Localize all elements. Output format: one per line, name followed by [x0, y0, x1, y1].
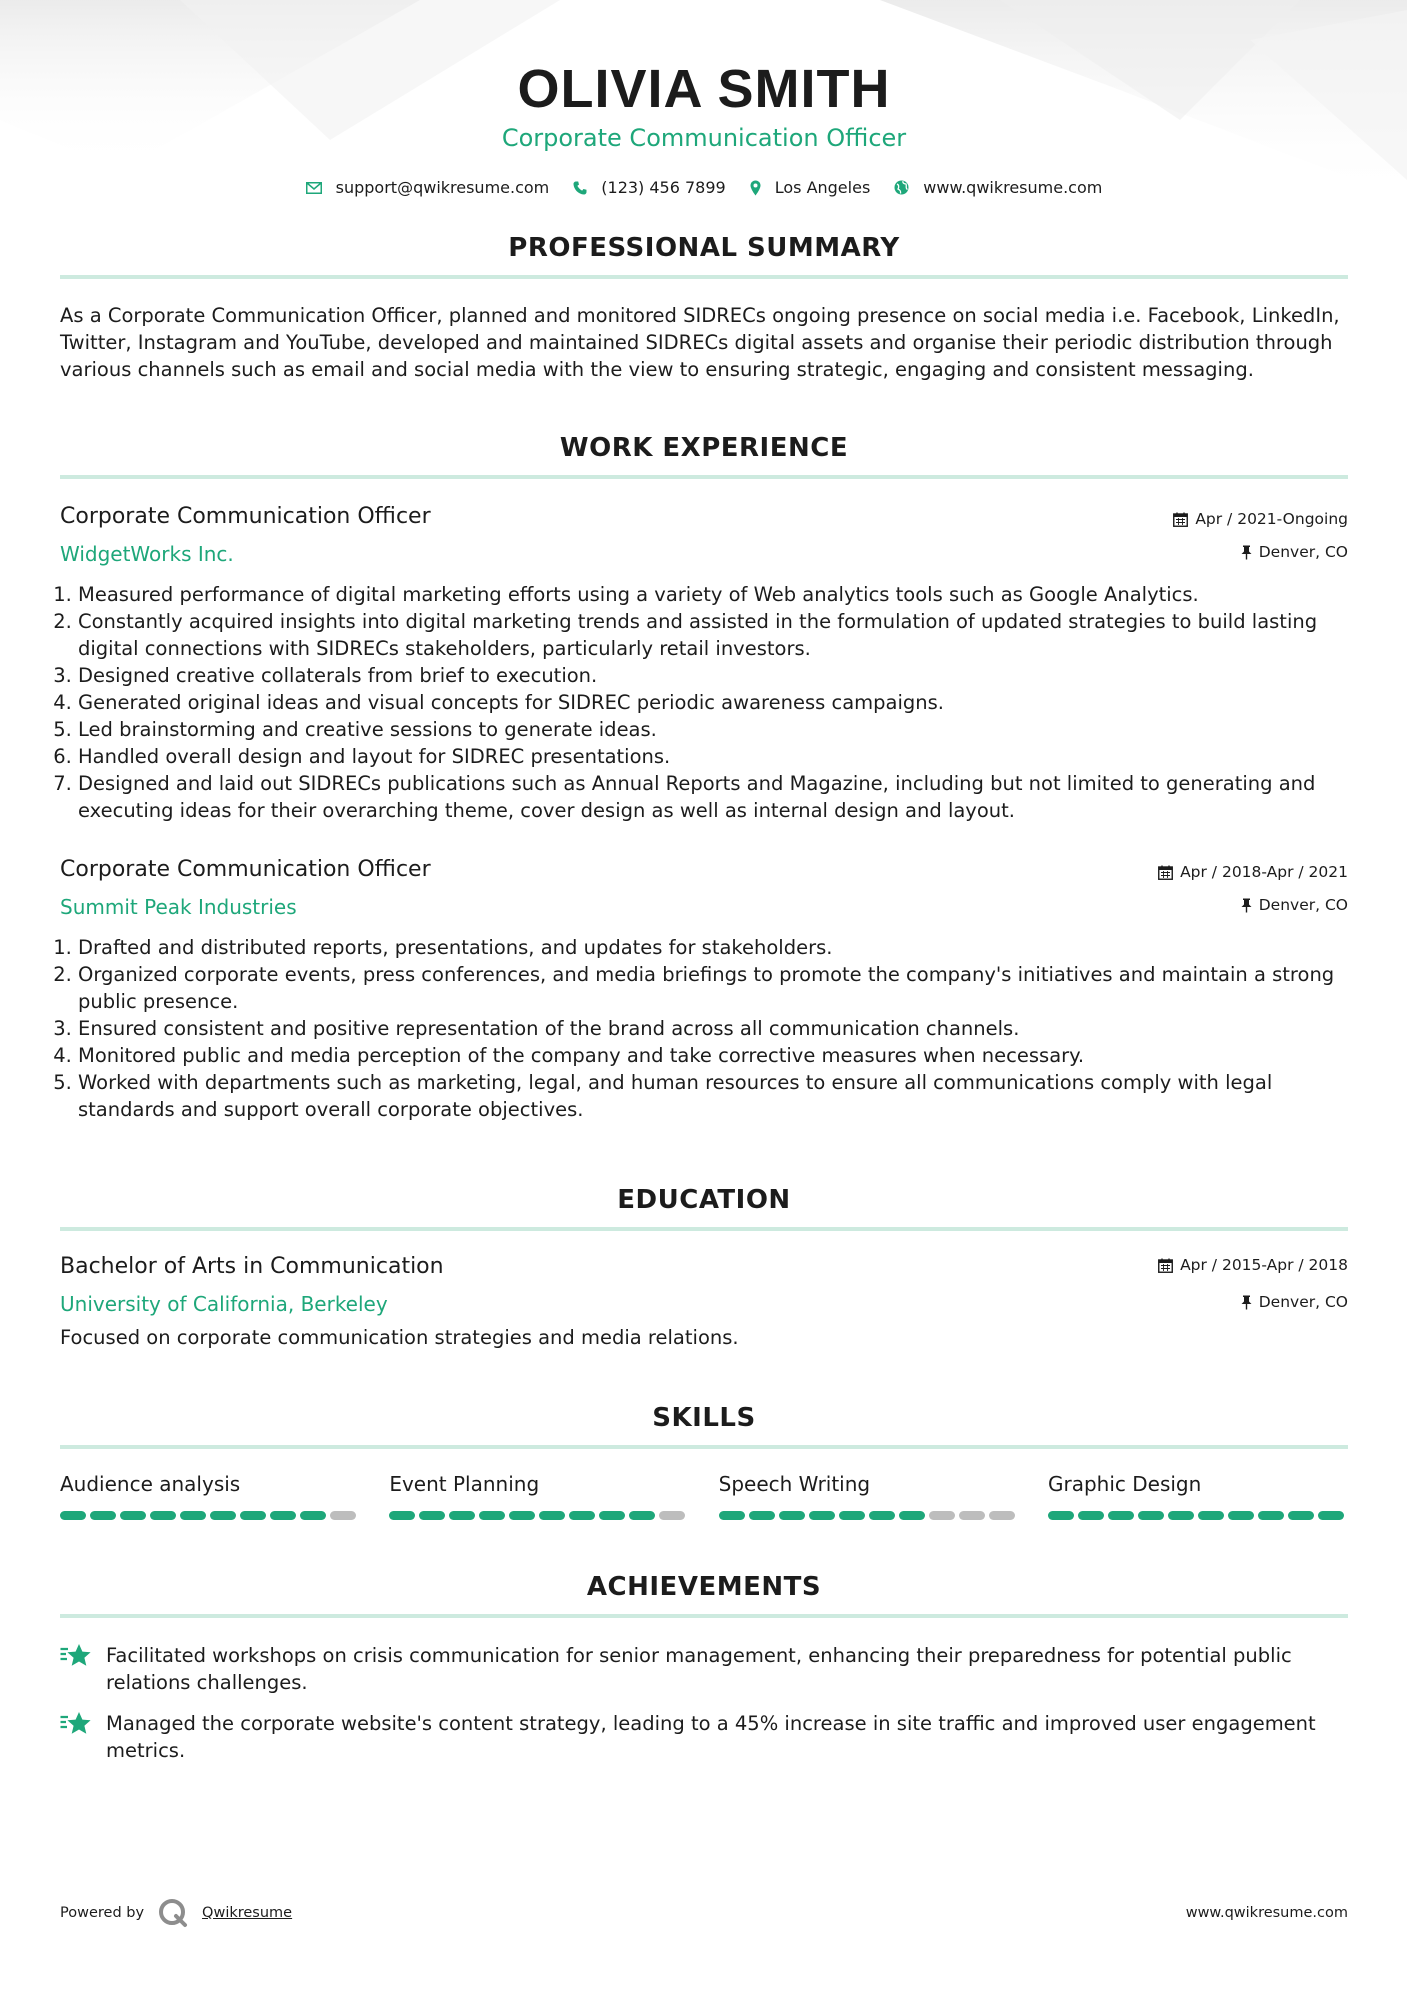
- skill-segment-filled: [749, 1511, 775, 1520]
- candidate-name: OLIVIA SMITH: [517, 59, 891, 119]
- skill-segment-filled: [629, 1511, 655, 1520]
- skill-segment-filled: [60, 1511, 86, 1520]
- pushpin-icon: [1241, 898, 1252, 913]
- skill-segment-filled: [90, 1511, 116, 1520]
- job-entry: [60, 856, 1348, 1123]
- calendar-icon: [1173, 512, 1188, 527]
- job-company: WidgetWorks Inc.: [60, 542, 234, 566]
- contact-phone[interactable]: [573, 178, 725, 197]
- skill-segment-filled: [240, 1511, 266, 1520]
- globe-icon: [894, 180, 909, 195]
- skill-name: Graphic Design: [1047, 1472, 1202, 1496]
- skill-segment-filled: [1138, 1511, 1164, 1520]
- job-dates: Apr / 2021-Ongoing: [1173, 509, 1348, 529]
- skill-segment-filled: [419, 1511, 445, 1520]
- skill-name: Speech Writing: [718, 1472, 871, 1496]
- map-pin-icon: [750, 180, 761, 196]
- section-divider: [60, 275, 1348, 279]
- list-item: 4. Generated original ideas and visual concepts for SIDREC periodic awareness campaigns.: [78, 689, 1348, 716]
- job-dates: Apr / 2018-Apr / 2021: [1158, 862, 1348, 882]
- phone-text: (123) 456 7899: [601, 178, 726, 197]
- skill-segment-filled: [719, 1511, 745, 1520]
- skill-segment-filled: [509, 1511, 535, 1520]
- skill-item: [719, 1471, 1019, 1520]
- skill-segment-filled: [839, 1511, 865, 1520]
- experience-heading: WORK EXPERIENCE: [559, 433, 849, 463]
- job-company: Summit Peak Industries: [60, 895, 297, 919]
- job-entry: [60, 503, 1348, 824]
- skill-item: [1048, 1471, 1348, 1520]
- location-text: Los Angeles: [774, 178, 871, 197]
- skill-segment-empty: [959, 1511, 985, 1520]
- skill-segment-filled: [270, 1511, 296, 1520]
- experience-section: [60, 433, 1348, 1123]
- skill-name: Audience analysis: [60, 1472, 241, 1496]
- skills-heading: SKILLS: [652, 1403, 756, 1433]
- skill-segment-filled: [449, 1511, 475, 1520]
- phone-icon: [573, 181, 587, 195]
- email-text: support@qwikresume.com: [335, 178, 550, 197]
- website-text: www.qwikresume.com: [923, 178, 1103, 197]
- list-item: 7. Designed and laid out SIDRECs publications such as Annual Reports and Magazine, including but not limited to generating and executing ideas for their overarching theme, cover design as well as internal design and layout.: [78, 770, 1348, 824]
- job-role: Corporate Communication Officer: [60, 857, 431, 882]
- section-divider: [60, 1614, 1348, 1618]
- skill-segment-filled: [569, 1511, 595, 1520]
- skill-segment-filled: [869, 1511, 895, 1520]
- education-heading: EDUCATION: [617, 1185, 791, 1215]
- skill-segment-filled: [300, 1511, 326, 1520]
- job-duties: [60, 934, 1348, 1123]
- skill-segment-filled: [180, 1511, 206, 1520]
- achievement-item: [60, 1710, 1348, 1764]
- powered-by-label: Powered by: [60, 1905, 145, 1921]
- job-location: Denver, CO: [1173, 542, 1348, 562]
- star-icon: [60, 1643, 92, 1669]
- list-item: 1. Drafted and distributed reports, presentations, and updates for stakeholders.: [78, 934, 1348, 961]
- skill-level-bar: [1048, 1511, 1348, 1520]
- section-divider: [60, 1227, 1348, 1231]
- list-item: 3. Designed creative collaterals from brief to execution.: [78, 662, 1348, 689]
- summary-text: As a Corporate Communication Officer, planned and monitored SIDRECs ongoing presence on social media i.e. Facebook, LinkedIn, Twitter, Instagram and YouTube, developed and maintained SIDRECs digital assets and organise their periodic distribution through various channels such as email and social media with the view to ensuring strategic, engaging and consistent messaging.: [60, 304, 1340, 381]
- summary-section: [60, 233, 1348, 383]
- resume-header: [60, 0, 1348, 197]
- footer: [60, 1898, 1348, 1928]
- summary-heading: PROFESSIONAL SUMMARY: [508, 233, 900, 263]
- skill-segment-filled: [1198, 1511, 1224, 1520]
- qwikresume-logo-icon: [158, 1898, 188, 1928]
- contact-email[interactable]: [306, 178, 550, 197]
- list-item: 4. Monitored public and media perception of the company and take corrective measures when necessary.: [78, 1042, 1348, 1069]
- skill-segment-filled: [210, 1511, 236, 1520]
- skill-segment-filled: [539, 1511, 565, 1520]
- skill-segment-filled: [1228, 1511, 1254, 1520]
- footer-website[interactable]: www.qwikresume.com: [1185, 1905, 1348, 1921]
- contact-location: [750, 178, 871, 197]
- contact-website[interactable]: [894, 178, 1102, 197]
- skill-segment-filled: [779, 1511, 805, 1520]
- skill-segment-filled: [389, 1511, 415, 1520]
- skill-segment-filled: [479, 1511, 505, 1520]
- education-section: [60, 1185, 1348, 1351]
- job-role: Corporate Communication Officer: [60, 504, 431, 529]
- skill-segment-filled: [899, 1511, 925, 1520]
- education-description: Focused on corporate communication strategies and media relations.: [60, 1326, 739, 1349]
- job-location: Denver, CO: [1158, 895, 1348, 915]
- qwikresume-link[interactable]: Qwikresume: [202, 1905, 293, 1921]
- skill-level-bar: [389, 1511, 689, 1520]
- list-item: 5. Worked with departments such as marketing, legal, and human resources to ensure all communications comply with legal standards and support overall corporate objectives.: [78, 1069, 1348, 1123]
- skill-segment-filled: [1078, 1511, 1104, 1520]
- list-item: 2. Organized corporate events, press conferences, and media briefings to promote the company's initiatives and maintain a strong public presence.: [78, 961, 1348, 1015]
- skill-item: [60, 1471, 360, 1520]
- degree-title: Bachelor of Arts in Communication: [60, 1254, 444, 1279]
- skill-item: [389, 1471, 689, 1520]
- section-divider: [60, 475, 1348, 479]
- powered-by: [60, 1898, 292, 1928]
- education-location: Denver, CO: [1158, 1292, 1348, 1312]
- contact-row: [60, 178, 1348, 197]
- job-duties: [60, 581, 1348, 824]
- achievement-item: [60, 1642, 1348, 1696]
- skill-segment-empty: [659, 1511, 685, 1520]
- envelope-icon: [306, 182, 322, 194]
- achievement-text: Facilitated workshops on crisis communication for senior management, enhancing their preparedness for potential public relations challenges.: [106, 1644, 1292, 1694]
- list-item: 6. Handled overall design and layout for SIDREC presentations.: [78, 743, 1348, 770]
- skill-level-bar: [719, 1511, 1019, 1520]
- achievements-heading: ACHIEVEMENTS: [586, 1572, 822, 1602]
- skill-segment-filled: [1288, 1511, 1314, 1520]
- skill-segment-empty: [929, 1511, 955, 1520]
- skill-segment-filled: [120, 1511, 146, 1520]
- education-dates: Apr / 2015-Apr / 2018: [1158, 1255, 1348, 1275]
- skills-list: [60, 1471, 1348, 1520]
- achievements-section: [60, 1572, 1348, 1764]
- skill-name: Event Planning: [389, 1472, 540, 1496]
- skill-level-bar: [60, 1511, 360, 1520]
- school-name: University of California, Berkeley: [60, 1292, 388, 1316]
- skill-segment-filled: [1168, 1511, 1194, 1520]
- skill-segment-filled: [809, 1511, 835, 1520]
- achievement-text: Managed the corporate website's content strategy, leading to a 45% increase in site traffic and improved user engagement metrics.: [106, 1712, 1316, 1762]
- skill-segment-filled: [1318, 1511, 1344, 1520]
- calendar-icon: [1158, 1258, 1173, 1273]
- resume-page: [60, 0, 1348, 1764]
- skill-segment-empty: [330, 1511, 356, 1520]
- skill-segment-filled: [1258, 1511, 1284, 1520]
- calendar-icon: [1158, 865, 1173, 880]
- section-divider: [60, 1445, 1348, 1449]
- skill-segment-empty: [989, 1511, 1015, 1520]
- list-item: 3. Ensured consistent and positive representation of the brand across all communication channels.: [78, 1015, 1348, 1042]
- skill-segment-filled: [599, 1511, 625, 1520]
- pushpin-icon: [1241, 1295, 1252, 1310]
- skill-segment-filled: [150, 1511, 176, 1520]
- skills-section: [60, 1403, 1348, 1520]
- star-icon: [60, 1711, 92, 1737]
- candidate-title: Corporate Communication Officer: [501, 124, 907, 152]
- skill-segment-filled: [1108, 1511, 1134, 1520]
- list-item: 1. Measured performance of digital marketing efforts using a variety of Web analytics tools such as Google Analytics.: [78, 581, 1348, 608]
- list-item: 2. Constantly acquired insights into digital marketing trends and assisted in the formulation of updated strategies to build lasting digital connections with SIDRECs stakeholders, particularly retail investors.: [78, 608, 1348, 662]
- list-item: 5. Led brainstorming and creative sessions to generate ideas.: [78, 716, 1348, 743]
- skill-segment-filled: [1048, 1511, 1074, 1520]
- pushpin-icon: [1241, 545, 1252, 560]
